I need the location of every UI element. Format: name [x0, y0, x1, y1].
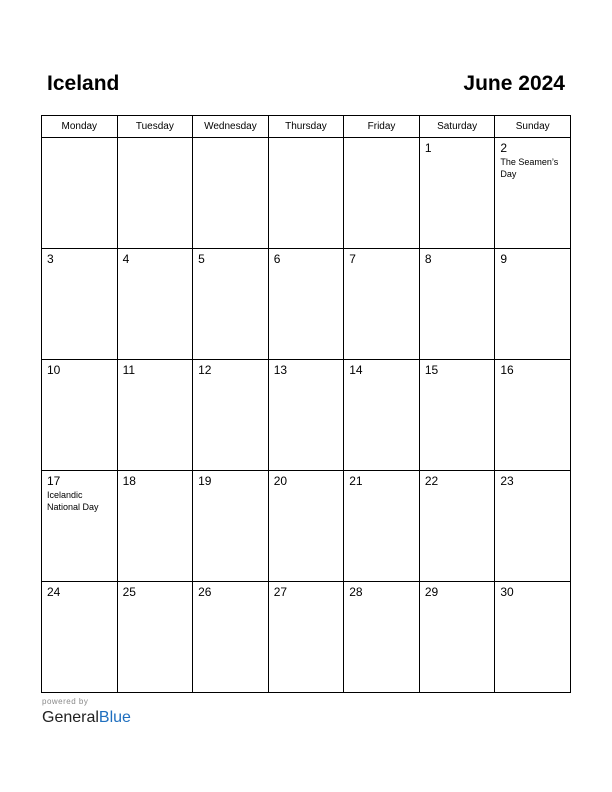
holiday-label: The Seamen’s Day: [500, 157, 559, 179]
brand-general-text: General: [42, 709, 99, 726]
weekday-header: Thursday: [268, 116, 344, 138]
weekday-header: Wednesday: [193, 116, 269, 138]
country-title: Iceland: [47, 72, 120, 95]
weekday-header: Sunday: [495, 116, 571, 138]
day-number: 27: [273, 585, 288, 599]
day-number: 22: [424, 474, 439, 488]
day-number: 20: [273, 474, 288, 488]
day-number: 30: [500, 585, 514, 599]
week-row: [42, 471, 571, 582]
day-number: 18: [122, 474, 136, 488]
day-number: 11: [122, 363, 136, 377]
day-cell: [344, 360, 420, 471]
day-cell: [117, 360, 193, 471]
day-number: 4: [122, 252, 130, 266]
day-cell: [268, 249, 344, 360]
day-number: 15: [424, 363, 439, 377]
day-cell: [268, 582, 344, 693]
day-cell: [419, 582, 495, 693]
holiday-label: Icelandic National Day: [47, 490, 99, 512]
day-number: 23: [500, 474, 514, 488]
day-cell: [117, 249, 193, 360]
day-number: 21: [349, 474, 363, 488]
day-number: 7: [349, 252, 356, 266]
day-number: 25: [122, 585, 136, 599]
day-number: 29: [424, 585, 439, 599]
day-cell: [42, 471, 118, 582]
day-cell: [268, 471, 344, 582]
day-cell: [344, 138, 420, 249]
day-number: 12: [198, 363, 212, 377]
brand-blue-text: Blue: [98, 709, 131, 726]
day-cell: [344, 471, 420, 582]
day-cell: [344, 249, 420, 360]
day-cell: [42, 582, 118, 693]
day-number: 6: [273, 252, 281, 266]
day-number: 26: [198, 585, 212, 599]
day-cell: [344, 582, 420, 693]
day-number: 19: [198, 474, 212, 488]
month-year-title: June 2024: [463, 72, 565, 95]
weekday-header-row: [42, 116, 571, 138]
day-number: 5: [198, 252, 205, 266]
day-cell: [495, 138, 571, 249]
week-row: [42, 582, 571, 693]
day-cell: [117, 471, 193, 582]
day-cell: [419, 249, 495, 360]
day-cell: [495, 360, 571, 471]
day-cell: [419, 471, 495, 582]
day-number: 8: [424, 252, 432, 266]
day-cell: [193, 471, 269, 582]
day-number: 17: [47, 474, 61, 488]
day-cell: [117, 582, 193, 693]
week-row: [42, 249, 571, 360]
day-cell: [193, 582, 269, 693]
day-cell: [495, 249, 571, 360]
day-cell: [268, 138, 344, 249]
day-cell: [42, 360, 118, 471]
weekday-header: Monday: [42, 116, 118, 138]
week-row: [42, 360, 571, 471]
day-cell: [117, 138, 193, 249]
day-number: 1: [424, 141, 432, 155]
day-number: 2: [500, 141, 508, 155]
day-cell: [193, 249, 269, 360]
day-cell: [495, 471, 571, 582]
calendar-grid: [41, 115, 571, 693]
powered-by-text: powered by: [42, 697, 89, 706]
footer: [42, 697, 131, 728]
day-number: 28: [349, 585, 363, 599]
generalblue-logo: [42, 708, 131, 728]
day-cell: [193, 360, 269, 471]
weekday-header: Tuesday: [117, 116, 193, 138]
day-cell: [268, 360, 344, 471]
week-row: [42, 138, 571, 249]
day-number: 3: [47, 252, 54, 266]
day-number: 14: [349, 363, 363, 377]
day-number: 10: [47, 363, 61, 377]
weekday-header: Saturday: [419, 116, 495, 138]
day-cell: [193, 138, 269, 249]
weekday-header: Friday: [344, 116, 420, 138]
day-cell: [495, 582, 571, 693]
day-number: 13: [273, 363, 288, 377]
day-number: 16: [500, 363, 514, 377]
day-number: 24: [47, 585, 61, 599]
day-cell: [42, 138, 118, 249]
day-cell: [42, 249, 118, 360]
day-cell: [419, 138, 495, 249]
day-number: 9: [500, 252, 508, 266]
day-cell: [419, 360, 495, 471]
